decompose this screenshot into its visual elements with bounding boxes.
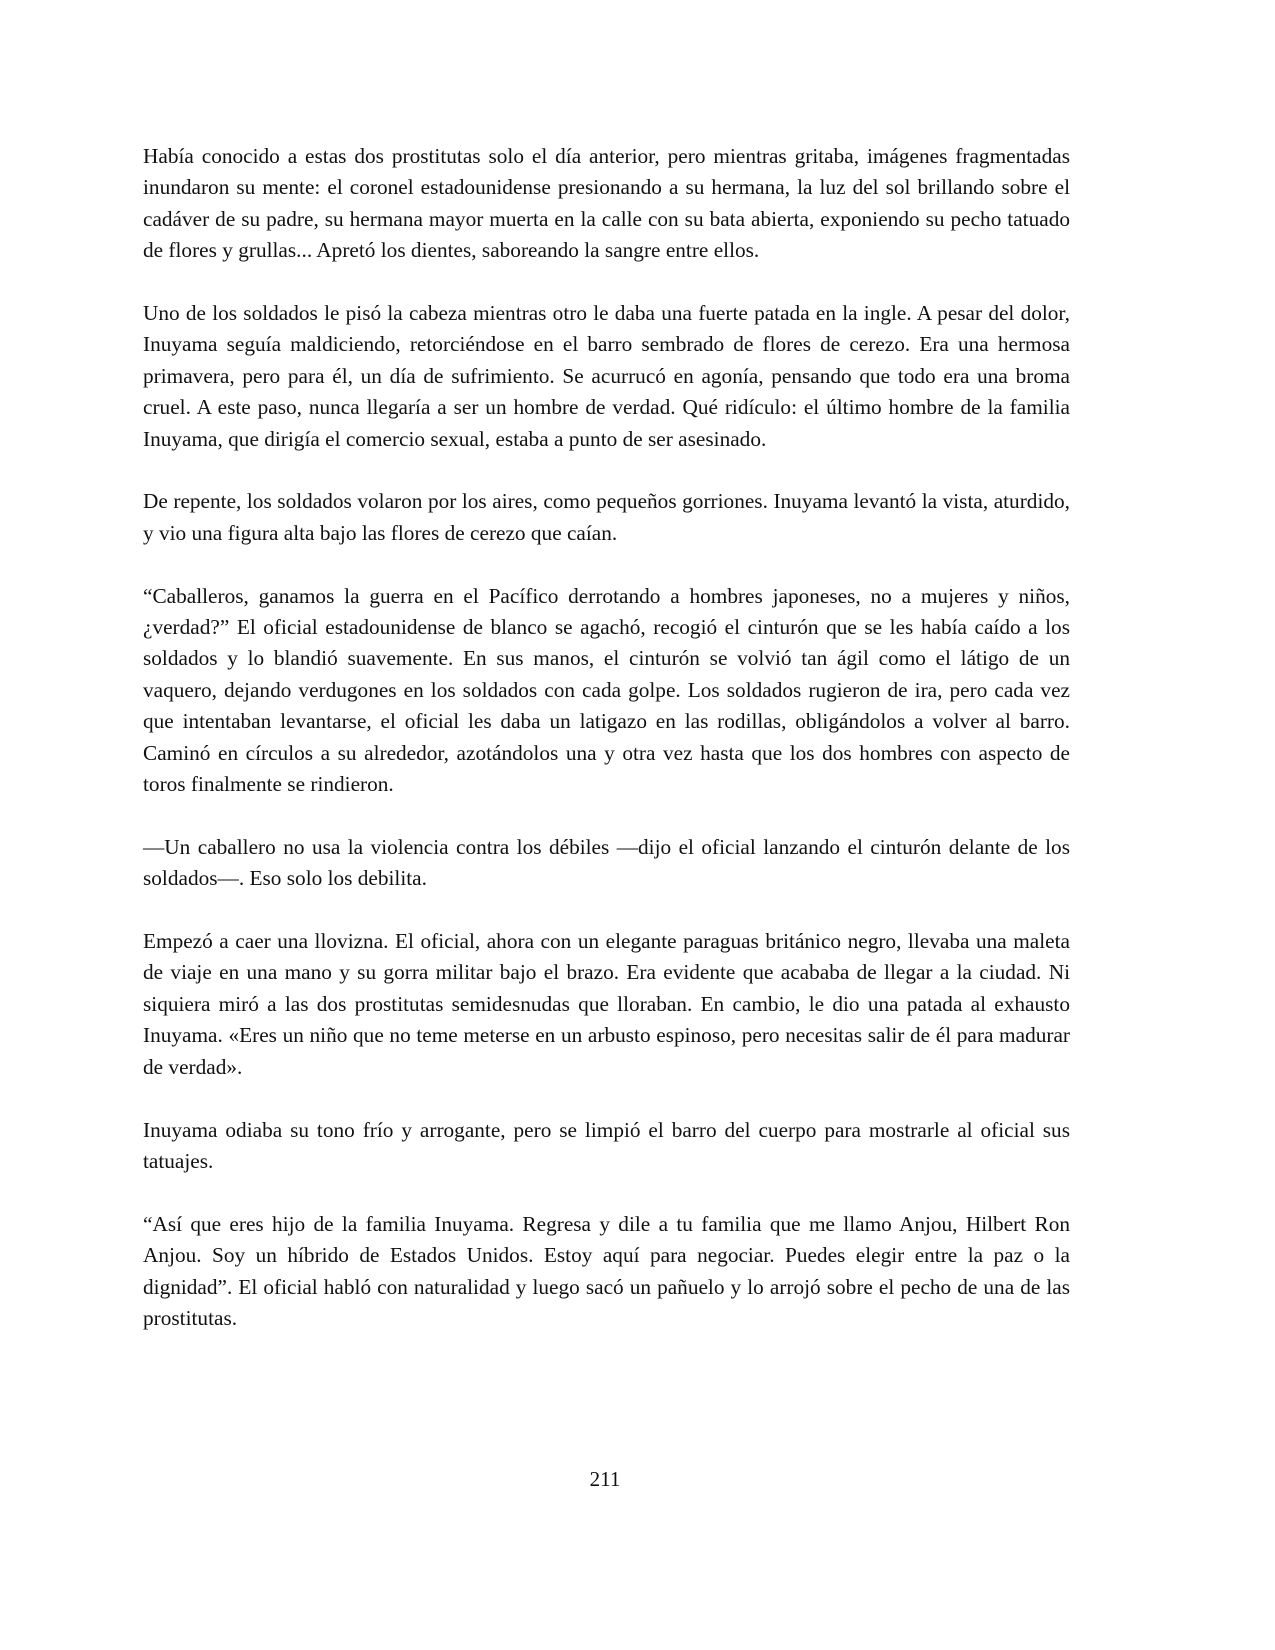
paragraph: “Así que eres hijo de la familia Inuyama. Regresa y dile a tu familia que me llamo Anjou, Hilbert Ron Anjou. Soy un híbrido de Estados Unidos. Estoy aquí para negociar. Puedes elegir entre la paz o la dignidad”. El oficial habló con naturalidad y luego sacó un pañuelo y lo arrojó sobre el pecho de una de las prostitutas. — [143, 1211, 1070, 1330]
paragraph: Empezó a caer una llovizna. El oficial, ahora con un elegante paraguas británico negro, llevaba una maleta de viaje en una mano y su gorra militar bajo el brazo. Era evidente que acababa de llegar a la ciudad. Ni siquiera miró a las dos prostitutas semidesnudas que lloraban. En cambio, le dio una patada al exhausto Inuyama. «Eres un niño que no teme meterse en un arbusto espinoso, pero necesitas salir de él para madurar de verdad». — [143, 929, 1070, 1079]
paragraph: Inuyama odiaba su tono frío y arrogante, pero se limpió el barro del cuerpo para mostrarle al oficial sus tatuajes. — [143, 1117, 1070, 1173]
page-body — [143, 141, 1070, 1366]
paragraph: —Un caballero no usa la violencia contra los débiles —dijo el oficial lanzando el cinturón delante de los soldados—. Eso solo los debilita. — [143, 834, 1070, 891]
paragraph: “Caballeros, ganamos la guerra en el Pacífico derrotando a hombres japoneses, no a mujeres y niños, ¿verdad?” El oficial estadounidense de blanco se agachó, recogió el cinturón que se les había caído a los soldados y lo blandió suavemente. En sus manos, el cinturón se volvió tan ágil como el látigo de un vaquero, dejando verdugones en los soldados con cada golpe. Los soldados rugieron de ira, pero cada vez que intentaban levantarse, el oficial les daba un latigazo en las rodillas, obligándolos a volver al barro. Caminó en círculos a su alrededor, azotándolos una y otra vez hasta que los dos hombres con aspecto de toros finalmente se rindieron. — [143, 583, 1070, 797]
paragraph: Uno de los soldados le pisó la cabeza mientras otro le daba una fuerte patada en la ingle. A pesar del dolor, Inuyama seguía maldiciendo, retorciéndose en el barro sembrado de flores de cerezo. Era una hermosa primavera, pero para él, un día de sufrimiento. Se acurrucó en agonía, pensando que todo era una broma cruel. A este paso, nunca llegaría a ser un hombre de verdad. Qué ridículo: el último hombre de la familia Inuyama, que dirigía el comercio sexual, estaba a punto de ser asesinado. — [143, 301, 1070, 451]
paragraph: Había conocido a estas dos prostitutas solo el día anterior, pero mientras gritaba, imágenes fragmentadas inundaron su mente: el coronel estadounidense presionando a su hermana, la luz del sol brillando sobre el cadáver de su padre, su hermana mayor muerta en la calle con su bata abierta, exponiendo su pecho tatuado de flores y grullas... Apretó los dientes, saboreando la sangre entre ellos. — [143, 144, 1070, 263]
page-number: 211 — [589, 1467, 621, 1491]
paragraph: De repente, los soldados volaron por los aires, como pequeños gorriones. Inuyama levantó la vista, aturdido, y vio una figura alta bajo las flores de cerezo que caían. — [143, 489, 1070, 545]
